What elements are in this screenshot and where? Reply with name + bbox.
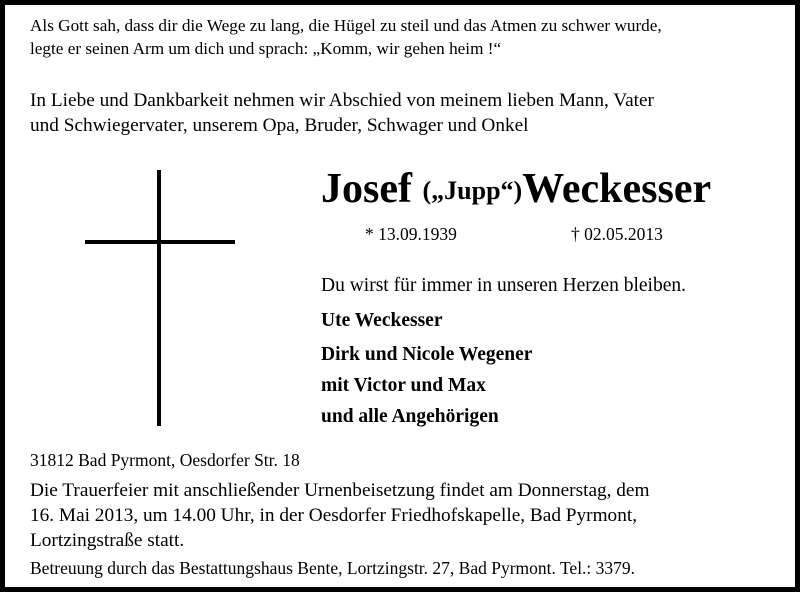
quote-line-1: Als Gott sah, dass dir die Wege zu lang, die Hügel zu steil und das Atmen zu schwer wurde, — [30, 16, 662, 35]
announcement-line-1: Die Trauerfeier mit anschließender Urnenbeisetzung findet am Donnerstag, dem — [30, 480, 650, 501]
signatory-3: mit Victor und Max — [321, 375, 486, 396]
last-name: Weckesser — [522, 166, 712, 212]
signatory-4: und alle Angehörigen — [321, 406, 499, 427]
nickname: („Jupp“) — [422, 176, 523, 205]
signatory-1: Ute Weckesser — [321, 310, 443, 331]
funeral-home-info: Betreuung durch das Bestattungshaus Bente, Lortzingstr. 27, Bad Pyrmont. Tel.: 3379. — [30, 558, 636, 578]
announcement-line-3: Lortzingstraße statt. — [30, 530, 185, 551]
quote-line-2: legte er seinen Arm um dich und sprach: „Komm, wir gehen heim !“ — [30, 39, 502, 58]
cross-icon-horizontal — [85, 240, 235, 244]
address: 31812 Bad Pyrmont, Oesdorfer Str. 18 — [30, 450, 300, 470]
deceased-name — [321, 165, 711, 215]
first-name: Josef — [321, 166, 412, 212]
announcement-line-2: 16. Mai 2013, um 14.00 Uhr, in der Oesdorfer Friedhofskapelle, Bad Pyrmont, — [30, 505, 638, 526]
intro-line-2: und Schwiegervater, unserem Opa, Bruder, Schwager und Onkel — [30, 115, 529, 136]
memorial-message: Du wirst für immer in unseren Herzen bleiben. — [321, 275, 686, 296]
birth-date: * 13.09.1939 — [365, 224, 457, 244]
cross-icon-vertical — [157, 170, 161, 426]
signatory-2: Dirk und Nicole Wegener — [321, 344, 533, 365]
intro-line-1: In Liebe und Dankbarkeit nehmen wir Abschied von meinem lieben Mann, Vater — [30, 90, 654, 111]
death-date: † 02.05.2013 — [571, 224, 663, 244]
